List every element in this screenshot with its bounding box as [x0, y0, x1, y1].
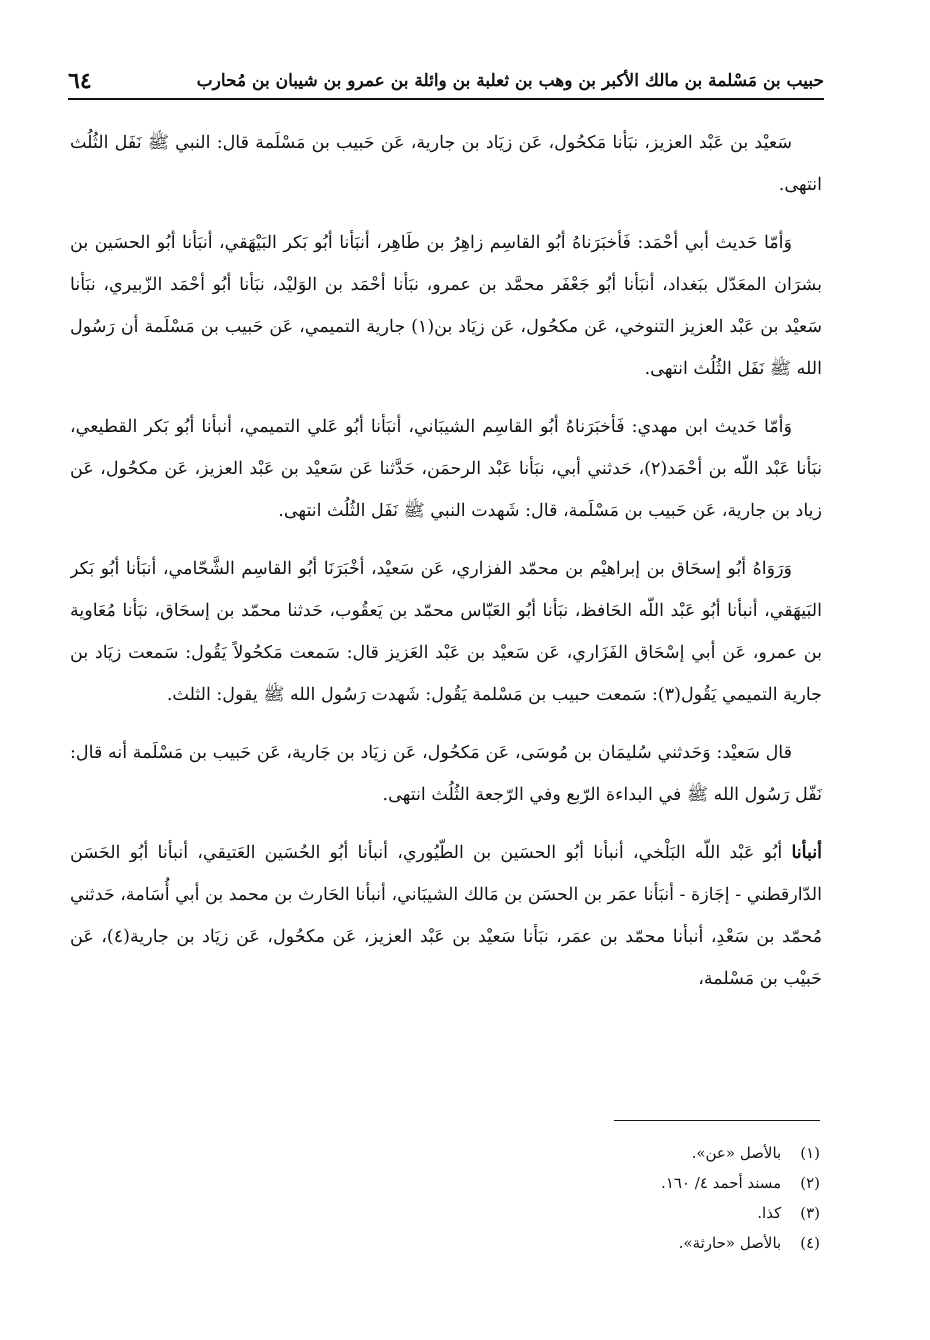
footnote-number: (١)	[800, 1144, 820, 1162]
footnote-number: (٢)	[800, 1174, 820, 1192]
footnote-2	[420, 1168, 820, 1198]
paragraph-4	[70, 548, 822, 716]
running-title: حبيب بن مَسْلمة بن مالك الأكبر بن وهب بن ثعلبة بن وائلة بن عمرو بن شيبان بن مُحارب	[196, 71, 824, 91]
footnote-text: كذا.	[757, 1204, 782, 1222]
page-header	[68, 60, 824, 96]
paragraph-text: قال سَعيْد: وَحَدثني سُليمَان بن مُوسَى، عَن مَكحُول، عَن زيَاد بن جَارية، عَن حَبيب بن مَسْلَمة أنه قال: نَفّل رَسُول الله ﷺ في البداءة الرّبع وفي الرّجعة الثُلُث انتهى.	[70, 743, 822, 805]
page-number: ٦٤	[68, 68, 92, 94]
paragraph-text: وَأمّا حَديث أبي أحْمَد: فَأخبَرَناهُ أبُو القاسِم زاهِرُ بن طَاهِر، أنبَأنا أبُو بَكر البَيْهَقي، أنبَأنا أبُو الحسَين بن بشرَان المعَدّل ببَغداد، أنبَأنا أبُو جَعْفَر محمَّد بن عمرو، نبَأنا أحْمَد بن الوَليْد، نبَأنا أبُو أحْمَد الزّبيري، نبَأنا سَعيْد بن عَبْد العزيز التنوخي، عَن مكحُول، عَن زيَاد بن(١) جارية التميمي، عَن حَبيب بن مَسْلَمة أن رَسُول الله ﷺ نَفَل الثُلُث انتهى.	[70, 233, 822, 379]
footnote-text: بالأصل «عن».	[691, 1144, 782, 1162]
footnote-text: مسند أحمد ٤/ ١٦٠.	[661, 1174, 782, 1192]
paragraph-lead-word: أنبأنا	[791, 843, 822, 863]
footnotes	[420, 1138, 820, 1258]
footnote-3	[420, 1198, 820, 1228]
header-rule	[68, 98, 824, 100]
paragraph-1	[70, 122, 822, 206]
footnote-number: (٣)	[800, 1204, 820, 1222]
paragraph-text: وَأمّا حَديث ابن مهدي: فَأخبَرَناهُ أبُو القاسِم الشيبَاني، أنبَأنا أبُو عَلي التميمي، أنبأنا أبُو بَكر القطيعي، نبَأنا عَبْد اللّه بن أحْمَد(٢)، حَدثني أبي، نبَأنا عَبْد الرحمَن، حَدَّثنا عَن سَعيْد بن عَبْد العزيز، عَن مكحُول، عَن زياد بن جارية، عَن حَبيب بن مَسْلَمة، قال: شَهدت النبي ﷺ نَفَل الثُلُث انتهى.	[70, 417, 822, 521]
paragraph-2	[70, 222, 822, 390]
paragraph-5	[70, 732, 822, 816]
footnote-text: بالأصل «حارثة».	[678, 1234, 782, 1252]
footnote-rule	[614, 1120, 820, 1121]
paragraph-text: سَعيْد بن عَبْد العزيز، نبَأنا مَكحُول، عَن زيَاد بن جارية، عَن حَبيب بن مَسْلَمة قال: النبي ﷺ نَفَل الثُلُث انتهى.	[70, 133, 822, 195]
paragraph-text: وَرَوَاهُ أبُو إسحَاق بن إبراهيْم بن محمّد الفزاري، عَن سَعيْد، أخْبَرَنَا أبُو القاسِم الشَّحّامي، أنبَأنا أبُو بَكر البَيهَقي، أنبأنا أبُو عَبْد اللّه الحَافظ، نبَأنا أبُو العَبّاس محمّد بن يَعقُوب، حَدثنا محمّد بن إسحَاق، نبَأنا مُعَاوية بن عمرو، عَن أبي إسْحَاق الفَزَاري، عَن سَعيْد بن عَبْد العَزيز قال: سَمعت مَكحُولاً يَقُول: سَمعت زيَاد بن جارية التميمي يَقُول(٣): سَمعت حبيب بن مَسْلمة يَقُول: شَهدت رَسُول الله ﷺ يقول: الثلث.	[70, 559, 822, 705]
paragraph-3	[70, 406, 822, 532]
main-text	[70, 122, 822, 1117]
footnote-1	[420, 1138, 820, 1168]
footnote-number: (٤)	[800, 1234, 820, 1252]
footnote-4	[420, 1228, 820, 1258]
paragraph-text: أبُو عَبْد اللّه البَلْخي، أنبأنا أبُو الحسَين بن الطّيُوري، أنبأنا أبُو الحُسَين العَتيقي، أنبأنا أبُو الحَسَن الدّارقطني - إجَازة - أنبَأنا عمَر بن الحسَن بن مَالك الشيبَاني، أنبأنا الحَارث بن محمد بن أبي أُسَامة، حَدثني مُحمّد بن سَعْدِ، أنبأنا محمّد بن عمَر، نبَأنا سَعيْد بن عَبْد العزيز، عَن مكحُول، عَن زيَاد بن جارية(٤)، عَن حَبيْب بن مَسْلمة،	[70, 843, 822, 989]
paragraph-6	[70, 832, 822, 1000]
